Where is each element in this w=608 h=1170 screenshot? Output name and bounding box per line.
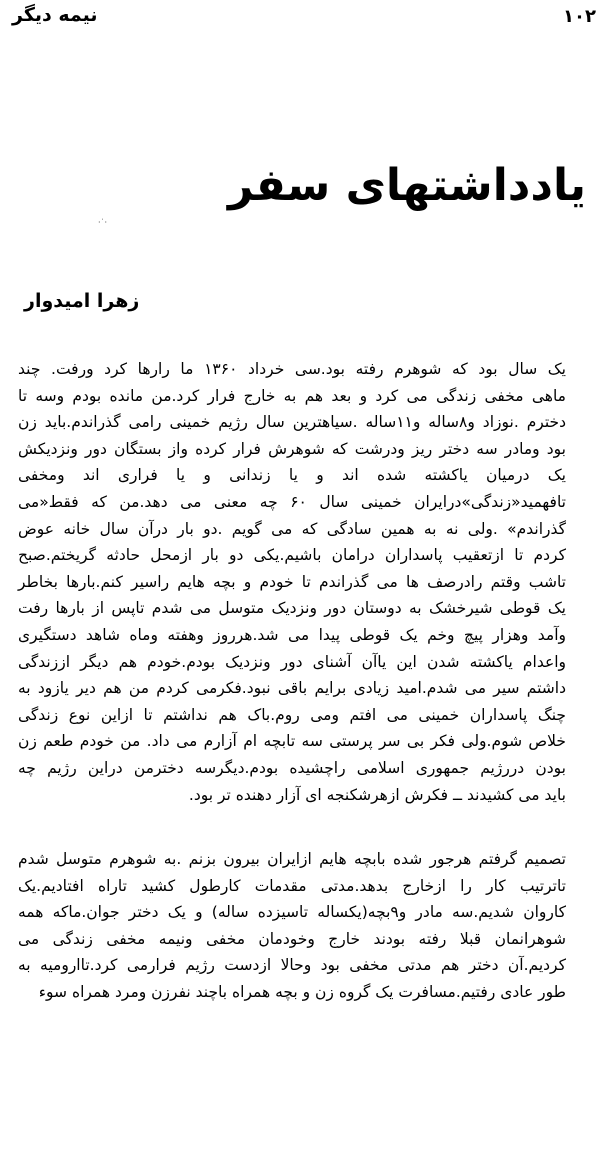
page-header: [0, 0, 608, 40]
paragraph-2: [18, 846, 586, 1006]
page-number: ۱۰۲: [563, 6, 596, 27]
text-line: ماهی مخفی زندگی می کرد و بعد هم به خارج فرار کرد.من مانده بودم وسه تا: [18, 386, 566, 405]
text-line: شوهرانمان قبلا رفته بودند خارج وخودمان مخفی ونیمه مخفی زندگی می: [18, 929, 566, 948]
text-line: کردم تا ازتعقیب پاسداران درامان باشیم.یکی دو بار ازمحل حادثه گریختم.صبح: [18, 546, 566, 565]
text-line: تاشب وقتم رادرصف ها می گذراندم تا خودم و بچه هایم راسیر کنم.بارها بخاطر: [18, 572, 566, 591]
author-name: زهرا امیدوار: [24, 290, 140, 312]
text-line: بود ومادر سه دختر ریز ودرشت که شوهرش فرار کرده واز بستگان دور ونزدیکش: [18, 439, 566, 458]
text-line: واعدام یاکشته شدن این یاآن آشنای دور ونزدیک بودم.خودم هم دیگر اززندگی: [18, 652, 566, 671]
article-body: [18, 356, 586, 1006]
text-line: تاترتیب کار را ازخارج بدهد.مدتی مقدمات کارطول کشید تاراه افتادیم.یک: [18, 876, 566, 895]
text-line: یک سال بود که شوهرم رفته بود.سی خرداد ۱۳۶۰ ما رارها کرد ورفت. چند: [18, 360, 566, 378]
text-line: طور عادی رفتیم.مسافرت یک گروه زن و بچه همراه باچند نفرزن ومرد همراه سوء: [38, 983, 566, 1002]
text-line: داشتم سیر می شدم.امید زیادی برایم باقی نبود.فکرمی کردم من هم دیر یازود به: [18, 679, 566, 698]
text-line: بودن دررژیم جمهوری اسلامی راچشیده بودم.دیگرسه دخترمن دراین رژیم چه: [18, 758, 566, 777]
text-line: تصمیم گرفتم هرجور شده بابچه هایم ازایران بیرون بزنم .به شوهرم متوسل شدم: [18, 850, 566, 869]
text-line: چنگ پاسداران خمینی می افتم ومی روم.باک هم نداشتم تا ازاین نوع زندگی: [18, 705, 566, 724]
text-line: باید می کشیدند ــ فکرش ازهرشکنجه ای آزار دهنده تر بود.: [188, 785, 566, 804]
text-line: یک قوطی شیرخشک به دوستان دور ونزدیک متوسل می شدم تاپس از بارها رفت: [18, 599, 566, 618]
text-line: وآمد وهزار پیچ وخم یک قوطی پیدا می شد.هرروز وهفته وماه شاهد دستگیری: [18, 625, 566, 644]
text-line: کردیم.آن دختر هم مدتی مخفی بود وحالا ازدست رژیم فرارمی کرد.تاارومیه به: [18, 956, 566, 975]
text-line: دخترم .نوزاد و۸ساله و۱۱ساله .سیاهترین سال رژیم خمینی رامی گذراندم.باید زن: [18, 413, 566, 432]
article-title: یادداشتهای سفر: [227, 160, 586, 211]
text-line: خلاص شوم.ولی فکر بی سر پرستی سه تابچه ام آزارم می داد. من خودم طعم زن: [18, 732, 566, 751]
running-title: نیمه دیگر: [12, 4, 98, 26]
text-line: کاروان شدیم.سه مادر و۹بچه(یکساله تاسیزده ساله) و یک دختر جوان.ماکه همه: [18, 903, 566, 922]
text-line: یک درمیان یاکشته شده اند و یا زندانی و یا فراری اند ومخفی: [18, 466, 566, 485]
text-line: گذراندم» .ولی نه به همین سادگی که می گویم .دو بار درآن سال خانه عوض: [18, 519, 566, 538]
text-line: تافهمید«زندگی»درایران خمینی سال ۶۰ چه معنی می دهد.من که فقط«می: [18, 492, 566, 511]
paragraph-1: [18, 356, 586, 808]
scan-speck: ·˙·: [98, 218, 108, 227]
